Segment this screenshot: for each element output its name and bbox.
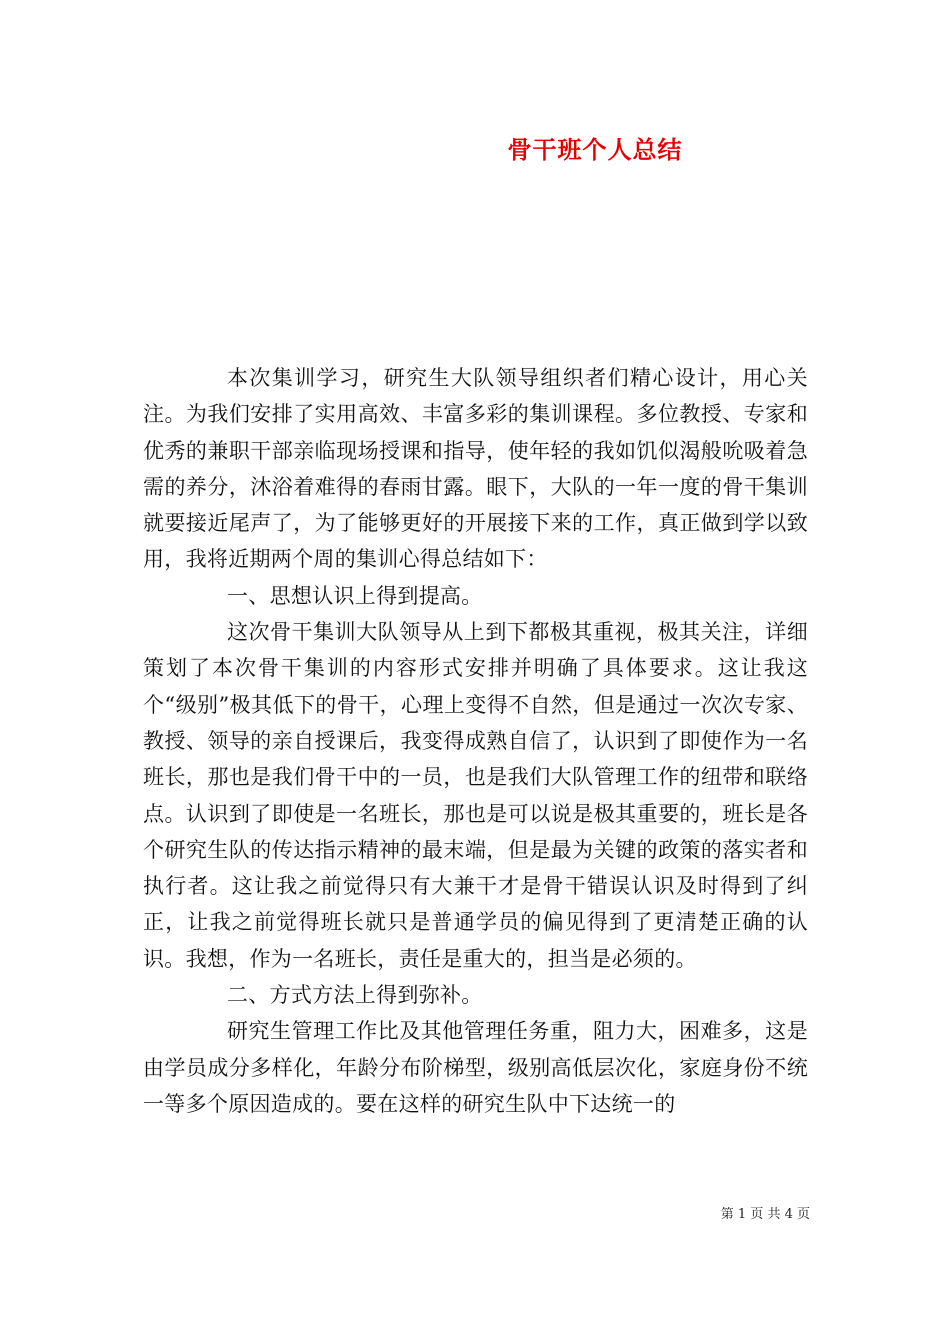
paragraph-intro: 本次集训学习，研究生大队领导组织者们精心设计，用心关注。为我们安排了实用高效、丰富多彩的集训课程。多位教授、专家和优秀的兼职干部亲临现场授课和指导，使年轻的我如饥似渴般吮吸着急需的养分，沐浴着难得的春雨甘露。眼下，大队的一年一度的骨干集训就要接近尾声了，为了能够更好的开展接下来的工作，真正做到学以致用，我将近期两个周的集训心得总结如下： bbox=[143, 366, 808, 572]
document-title: 骨干班个人总结 bbox=[507, 135, 683, 164]
paragraph-section-1: 这次骨干集训大队领导从上到下都极其重视，极其关注，详细策划了本次骨干集训的内容形式安排并明确了具体要求。这让我这个“级别”极其低下的骨干，心理上变得不自然，但是通过一次次专家、教授、领导的亲自授课后，我变得成熟自信了，认识到了即使作为一名班长，那也是我们骨干中的一员，也是我们大队管理工作的纽带和联络点。认识到了即使是一名班长，那也是可以说是极其重要的，班长是各个研究生队的传达指示精神的最末端，但是最为关键的政策的落实者和执行者。这让我之前觉得只有大兼干才是骨干错误认识及时得到了纠正，让我之前觉得班长就只是普通学员的偏见得到了更清楚正确的认识。我想，作为一名班长，责任是重大的，担当是必须的。 bbox=[143, 620, 808, 971]
document-body bbox=[143, 360, 808, 1122]
paragraph-section-2: 研究生管理工作比及其他管理任务重，阻力大，困难多，这是由学员成分多样化，年龄分布阶梯型，级别高低层次化，家庭身份不统一等多个原因造成的。要在这样的研究生队中下达统一的 bbox=[143, 1019, 808, 1116]
page-number-footer: 第 1 页 共 4 页 bbox=[720, 1207, 810, 1222]
section-heading-2: 二、方式方法上得到弥补。 bbox=[227, 983, 483, 1008]
section-heading-1: 一、思想认识上得到提高。 bbox=[227, 583, 483, 608]
